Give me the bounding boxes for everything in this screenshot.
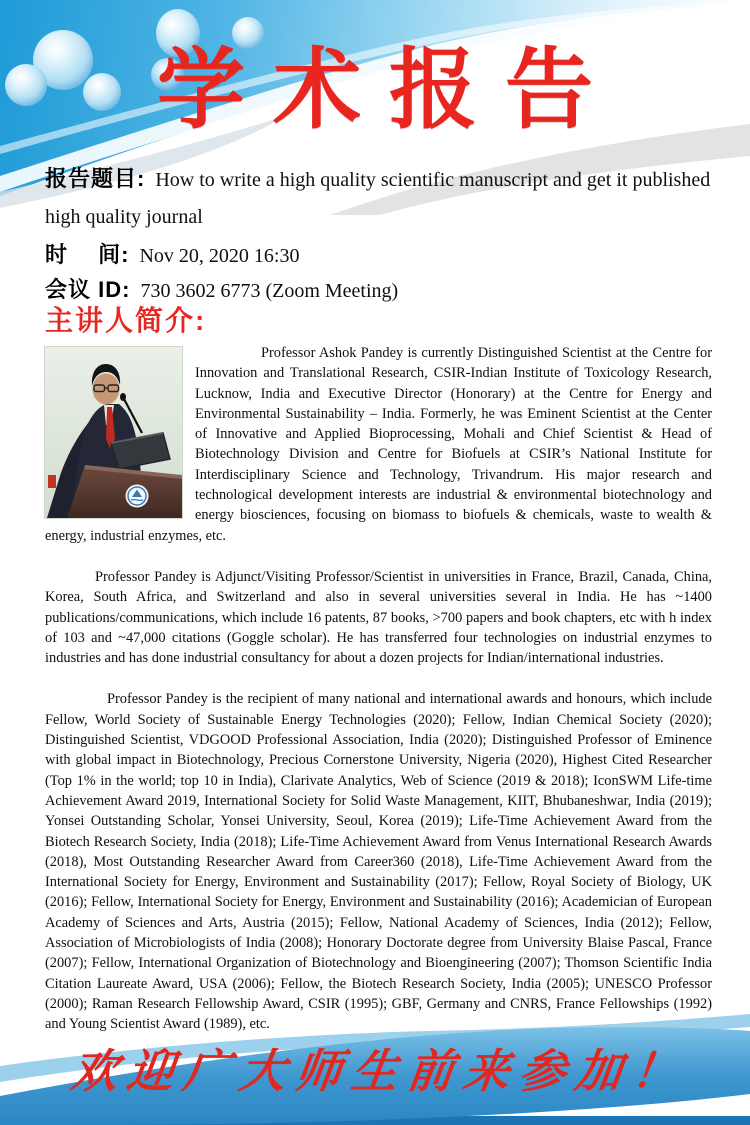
meeting-id-value: 730 3602 6773 (Zoom Meeting) [140, 280, 399, 302]
welcome-message: 欢迎广大师生前来参加！ [68, 1044, 691, 1098]
speaker-bio [45, 343, 712, 1035]
bio-paragraph-3: Professor Pandey is the recipient of many national and international awards and honours, which include Fellow, World Society of Sustainable Energy Technologies (2020); Fellow, Indian Chemical Society (2020); Distinguished Scientist, VDGOOD Professional Association, India (2020); Distinguished Professor of Eminence with global impact in Biotechnology, Precious Cornerstone University, Nigeria (2020), Highest Cited Researcher (Top 1% in the world; top 10 in India), Clarivate Analytics, Web of Science (2019 & 2018); IconSWM Life-time Achievement Award 2019, International Society for Solid Waste Management, KIIT, Bhubaneshwar, India (2019); Yonsei Outstanding Scholar, Yonsei University, Seoul, Korea (2019); Life-Time Achievement Award from the Biotech Research Society, India (2018); Life-Time Achievement Award from Venus International Research Awards (2018), Most Outstanding Researcher Award from Career360 (2018), Life-Time Achievement Award from the International Society for Energy, Environment and Sustainability (2017); Fellow, Royal Society of Biology, UK (2016); Fellow, International Society for Energy, Environment and Sustainability (2016); Academician of European Academy of Sciences and Arts, Austria (2015); Fellow, National Academy of Sciences, India (2012); Fellow, Association of Microbiologists of India (2008); Honorary Doctorate degree from University Blaise Pascal, France (2007); Fellow, International Organization of Biotechnology and Bioengineering (2007); Thomson Scientific India Citation Laureate Award, USA (2006); Fellow, the Biotech Research Society, India (2005); UNESCO Professor (2000); Raman Research Fellowship Award, CSIR (1995); GBF, Germany and CNRS, France Fellowships (1992) and Young Scientist Award (1989), etc. [45, 691, 712, 1033]
speaker-photo [45, 347, 182, 518]
speaker-photo-illustration [45, 347, 182, 518]
speaker-section-heading: 主讲人简介: [45, 305, 207, 336]
topic-label: 报告题目: [45, 166, 146, 191]
topic-value: How to write a high quality scientific manuscript and get it published high quality journal [45, 169, 711, 228]
time-row [45, 240, 712, 271]
bio-paragraph-1: Professor Ashok Pandey is currently Distinguished Scientist at the Centre for Innovation and Translational Research, CSIR-Indian Institute of Toxicology Research, Lucknow, India and Executive Director (Honorary) at the Centre for Energy and Environmental Sustainability – India. Formerly, he was Eminent Scientist at the Center of Innovative and Applied Bioprocessing, Mohali and Chief Scientist & Head of Biotechnology Division and Centre for Biofuels at CSIR’s National Institute for Interdisciplinary Science and Technology, Trivandrum. His major research and technological development interests are industrial & environmental biotechnology and energy biosciences, focusing on biomass to biofuels & chemicals, waste to wealth & energy, industrial enzymes, etc. [45, 345, 712, 544]
bio-paragraph-2: Professor Pandey is Adjunct/Visiting Professor/Scientist in universities in France, Brazil, Canada, China, Korea, South Africa, and Switzerland and also in several universities several in India. He has ~1400 publications/communications, which include 16 patents, 87 books, >700 papers and book chapters, etc with h index of 103 and ~47,000 citations (Goggle scholar). He has transferred four technologies on industrial enzymes to industries and has done industrial consultancy for about a dozen projects for Indian/international industries. [45, 568, 712, 667]
page-title: 学术报告 [156, 40, 621, 139]
time-value: Nov 20, 2020 16:30 [139, 245, 300, 267]
meeting-id-label: 会议 ID: [45, 277, 131, 302]
time-label: 时 间: [45, 242, 130, 267]
meeting-details [45, 160, 712, 306]
topic-row [45, 160, 712, 236]
